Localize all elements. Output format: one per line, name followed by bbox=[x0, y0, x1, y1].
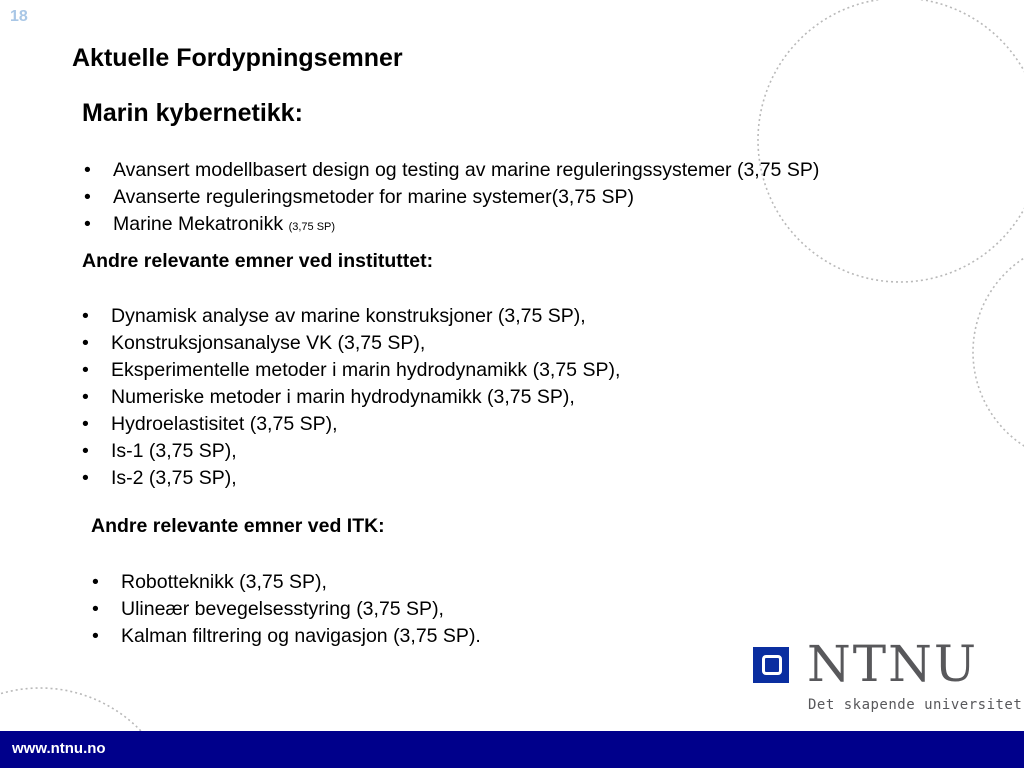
item-text: Numeriske metoder i marin hydrodynamikk (3,75 SP), bbox=[111, 386, 575, 408]
item-text: Konstruksjonsanalyse VK (3,75 SP), bbox=[111, 332, 426, 354]
bullet: • bbox=[92, 625, 99, 647]
ntnu-tagline: Det skapende universitet bbox=[808, 697, 1023, 713]
ntnu-logo-square-icon bbox=[753, 647, 789, 683]
bullet: • bbox=[84, 159, 91, 181]
page-number: 18 bbox=[10, 8, 28, 25]
bullet: • bbox=[92, 571, 99, 593]
bullet: • bbox=[82, 359, 89, 381]
item-text: Marine Mekatronikk bbox=[113, 213, 289, 235]
bullet: • bbox=[82, 440, 89, 462]
item-text: Is-1 (3,75 SP), bbox=[111, 440, 237, 462]
item-text: Kalman filtrering og navigasjon (3,75 SP). bbox=[121, 625, 481, 647]
bullet: • bbox=[82, 467, 89, 489]
item-text: Ulineær bevegelsesstyring (3,75 SP), bbox=[121, 598, 444, 620]
item-text: Is-2 (3,75 SP), bbox=[111, 467, 237, 489]
item-text: Robotteknikk (3,75 SP), bbox=[121, 571, 327, 593]
bullet: • bbox=[84, 186, 91, 208]
bullet: • bbox=[82, 332, 89, 354]
item-credits: (3,75 SP) bbox=[288, 221, 336, 233]
section-heading-itk: Andre relevante emner ved ITK: bbox=[91, 515, 385, 537]
bullet: • bbox=[92, 598, 99, 620]
footer-url: www.ntnu.no bbox=[12, 740, 106, 757]
item-text: Hydroelastisitet (3,75 SP), bbox=[111, 413, 338, 435]
item-text: Avansert modellbasert design og testing av marine reguleringssystemer (3,75 SP) bbox=[113, 159, 820, 181]
item-text: Dynamisk analyse av marine konstruksjoner (3,75 SP), bbox=[111, 305, 586, 327]
bullet: • bbox=[84, 213, 91, 235]
item-text: Avanserte reguleringsmetoder for marine systemer(3,75 SP) bbox=[113, 186, 634, 208]
footer-bar bbox=[0, 731, 1024, 768]
ntnu-wordmark: NTNU bbox=[807, 635, 978, 693]
slide-title: Aktuelle Fordypningsemner bbox=[72, 44, 403, 72]
item-text: Eksperimentelle metoder i marin hydrodynamikk (3,75 SP), bbox=[111, 359, 621, 381]
section-heading-instituttet: Andre relevante emner ved instituttet: bbox=[82, 250, 434, 272]
bullet: • bbox=[82, 305, 89, 327]
ntnu-logo bbox=[751, 635, 1023, 717]
section-heading-marin-kybernetikk: Marin kybernetikk: bbox=[82, 99, 303, 127]
bullet: • bbox=[82, 413, 89, 435]
bullet: • bbox=[82, 386, 89, 408]
